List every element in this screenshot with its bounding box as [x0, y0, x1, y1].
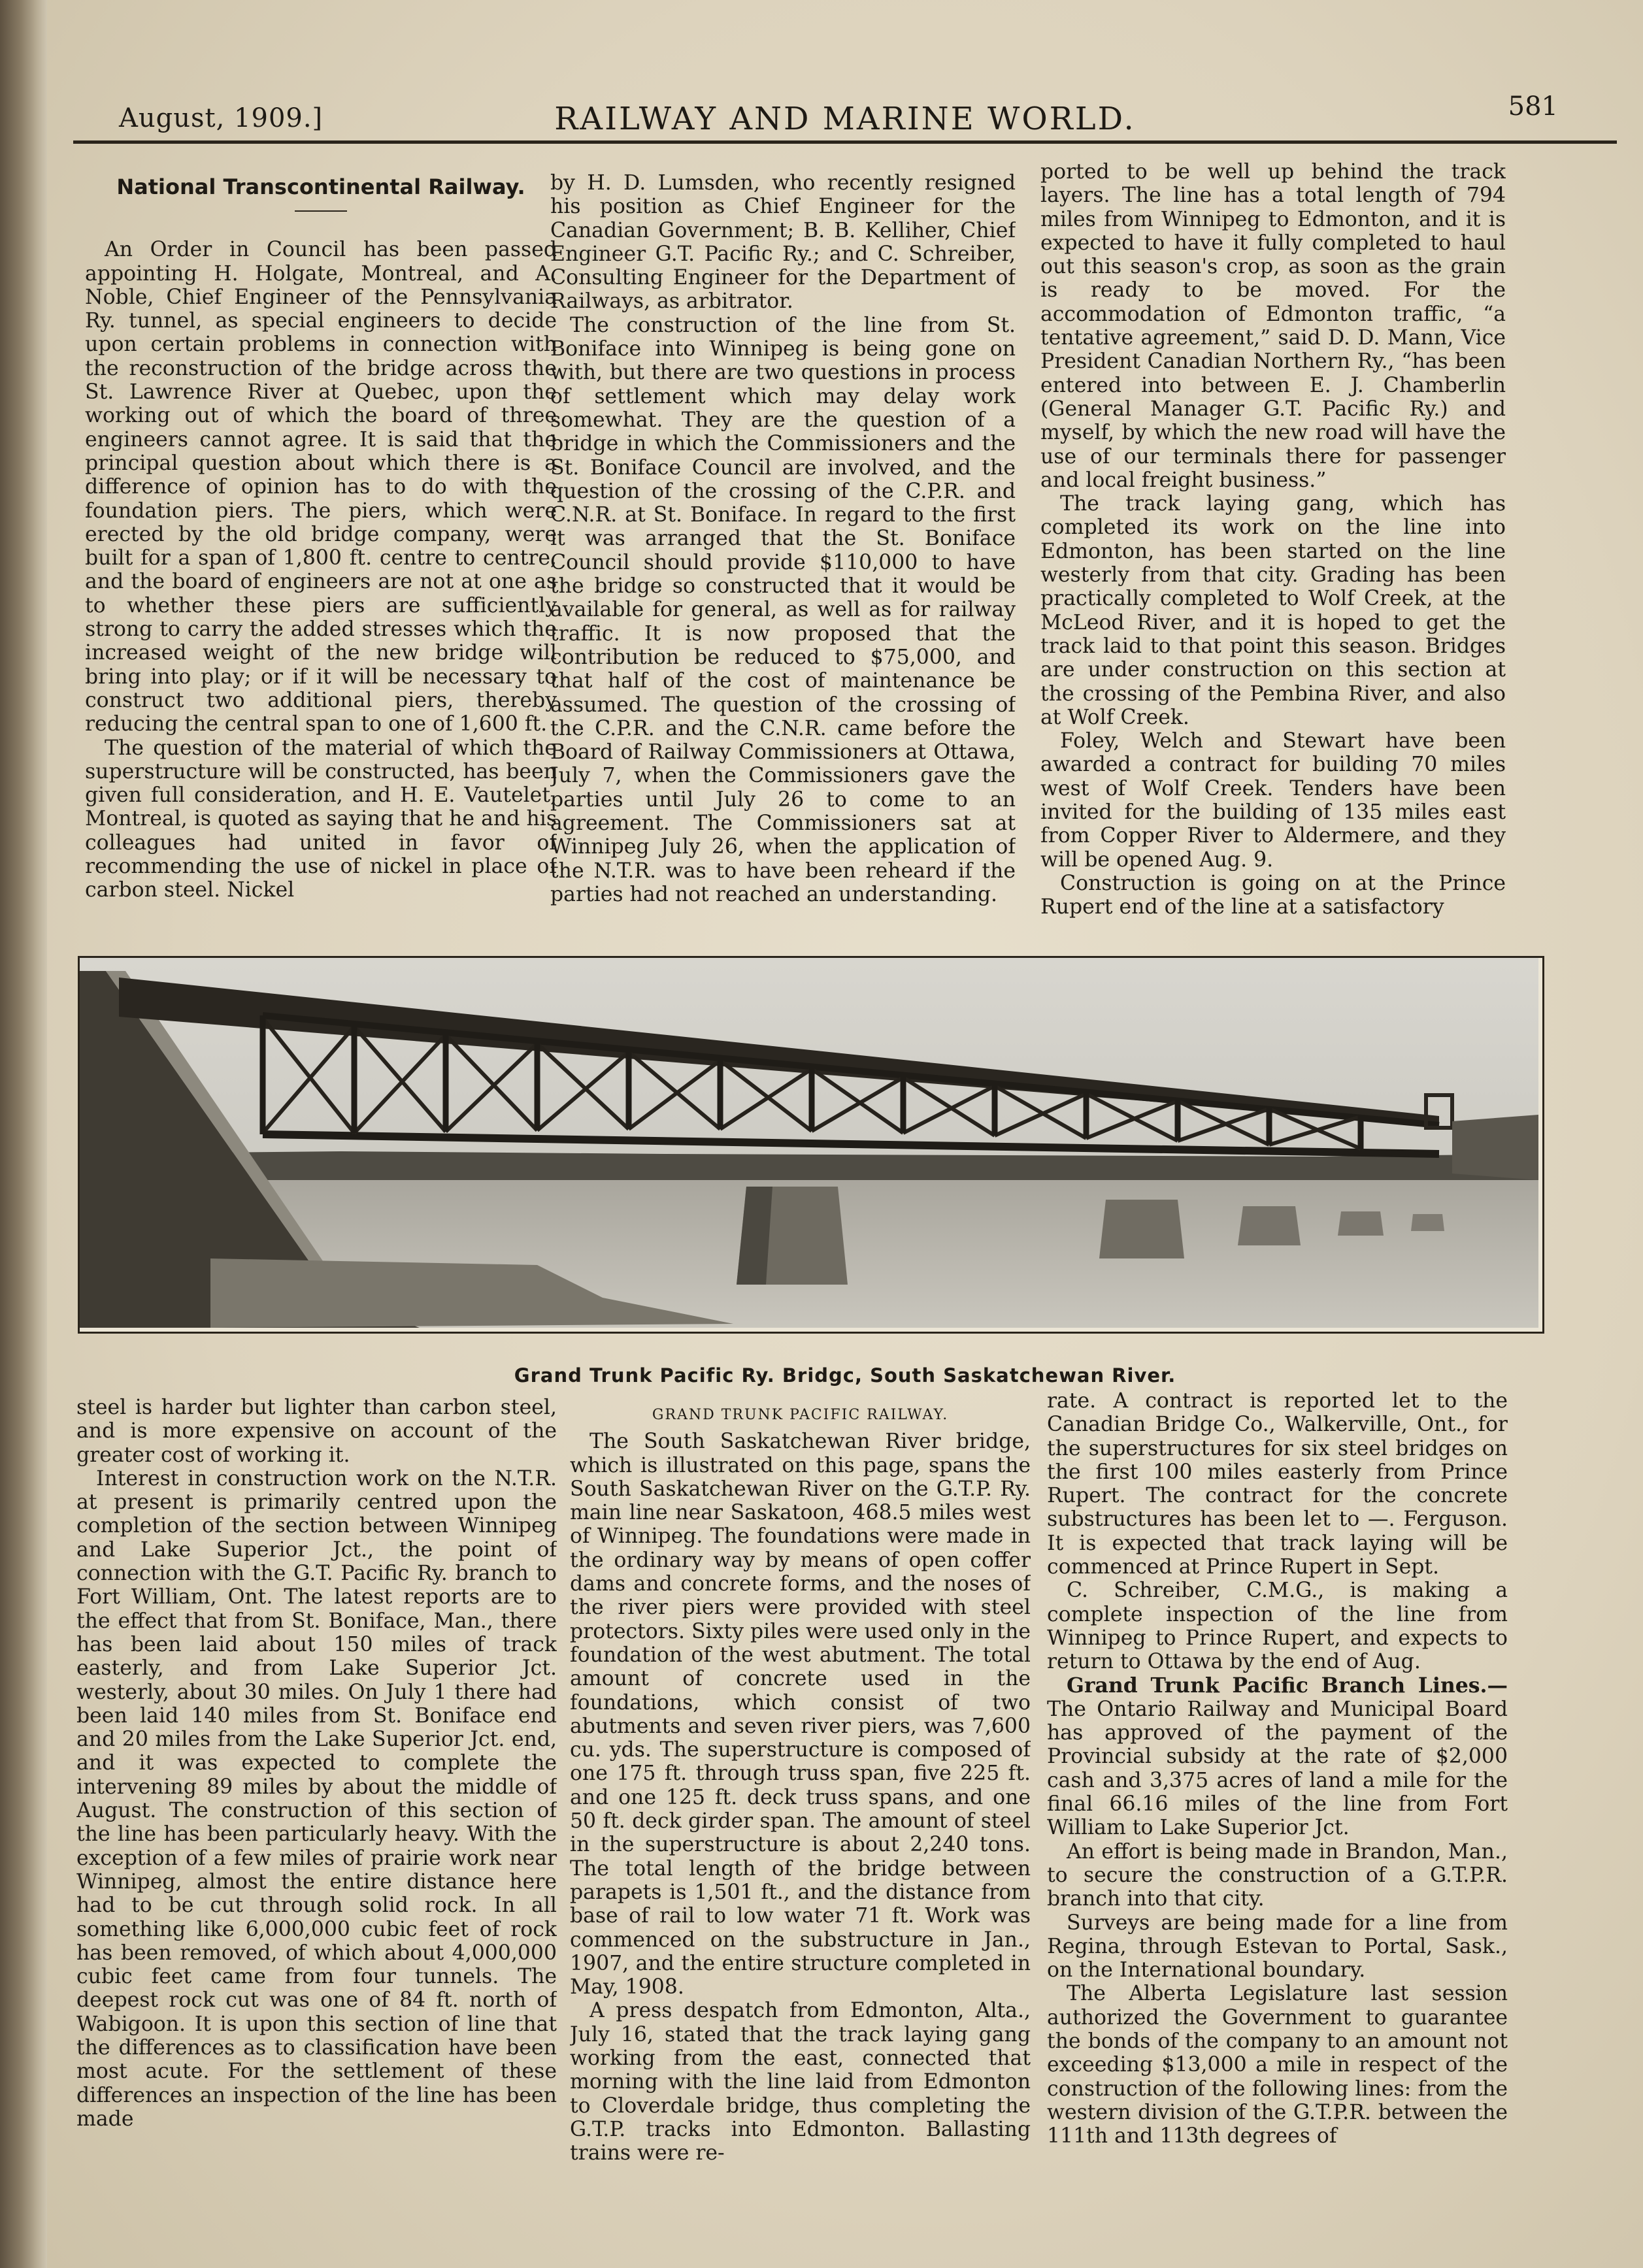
column-3-top: [1040, 160, 1506, 932]
paragraph: steel is harder but lighter than carbon steel, and is more expensive on account of the greater cost of working it.: [76, 1396, 557, 1467]
paragraph: by H. D. Lumsden, who recently resigned his position as Chief Engineer for the Canadian Government; B. B. Kelliher, Chief Engineer G.T. Pacific Ry.; and C. Schreiber, Consulting Engineer for the Department of Railways, as arbitrator.: [550, 171, 1016, 314]
issue-date: August, 1909.]: [119, 103, 324, 133]
paragraph: Surveys are being made for a line from Regina, through Estevan to Portal, Sask., on the International boundary.: [1047, 1911, 1508, 1982]
bridge-illustration: [80, 958, 1538, 1328]
bridge-photograph: [78, 956, 1544, 1334]
subhead-text: The Ontario Railway and Municipal Board has approved of the payment of the Provincial subsidy at the rate of $2,000 cash and 3,375 acres of land a mile for the final 66.16 miles of the line from Fort William to Lake Superior Jct.: [1047, 1697, 1508, 1840]
paragraph: The question of the material of which the superstructure will be constructed, has been given full consideration, and H. E. Vautelet, Montreal, is quoted as saying that he and his colleagues had united in favor of recommending the use of nickel in place of carbon steel. Nickel: [85, 736, 557, 902]
paragraph: [1047, 1674, 1508, 1840]
running-header: [119, 91, 1571, 144]
article-heading: National Transcontinental Railway.: [116, 174, 525, 199]
paragraph: The track laying gang, which has completed its work on the line into Edmonton, has been started on the line westerly from that city. Grading has been practically completed to Wolf Creek, at the McLeod River, and it is hoped to get the track laid to that point this season. Bridges are under construction on this section at the crossing of the Pembina River, and also at Wolf Creek.: [1040, 492, 1506, 729]
paragraph: An Order in Council has been passed appointing H. Holgate, Montreal, and A. Noble, Chief Engineer of the Pennsylvania Ry. tunnel, as special engineers to decide upon certain problems in connection with the reconstruction of the bridge across the St. Lawrence River at Quebec, upon the working out of which the board of three engineers cannot agree. It is said that the principal question about which there is a difference of opinion has to do with the foundation piers. The piers, which were erected by the old bridge company, were built for a span of 1,800 ft. centre to centre, and the board of engineers are not at one as to whether these piers are sufficiently strong to carry the added stresses which the increased weight of the new bridge will bring into play; or if it will be necessary to construct two additional piers, thereby reducing the central span to one of 1,600 ft.: [85, 238, 557, 736]
photo-caption: Grand Trunk Pacific Ry. Bridgc, South Saskatchewan River.: [514, 1364, 1176, 1387]
column-2-top: [550, 171, 1016, 932]
column-3-bottom: [1047, 1389, 1508, 2239]
header-rule: [73, 140, 1617, 144]
subhead: Grand Trunk Pacific Branch Lines.—: [1067, 1673, 1508, 1698]
paragraph: Foley, Welch and Stewart have been awarded a contract for building 70 miles west of Wolf Creek. Tenders have been invited for the building of 135 miles east from Copper River to Aldermere, and they will be opened Aug. 9.: [1040, 729, 1506, 872]
paragraph: rate. A contract is reported let to the Canadian Bridge Co., Walkerville, Ont., for the superstructures for six steel bridges on the first 100 miles easterly from Prince Rupert. The contract for the concrete substructures has been let to —. Ferguson. It is expected that track laying will be commenced at Prince Rupert in Sept.: [1047, 1389, 1508, 1579]
paragraph: Construction is going on at the Prince Rupert end of the line at a satisfactory: [1040, 871, 1506, 919]
heading-rule: [295, 210, 347, 212]
paragraph: ported to be well up behind the track layers. The line has a total length of 794 miles from Winnipeg to Edmonton, and it is expected to have it fully completed to haul out this season's crop, as soon as the grain is ready to be moved. For the accommodation of Edmonton traffic, “a tentative agreement,” said D. D. Mann, Vice President Canadian Northern Ry., “has been entered into between E. J. Chamberlin (General Manager G.T. Pacific Ry.) and myself, by which the new road will have the use of our terminals there for passenger and local freight business.”: [1040, 160, 1506, 492]
book-binding-shadow: [0, 0, 47, 2268]
journal-title: RAILWAY AND MARINE WORLD.: [554, 101, 1136, 137]
paragraph: A press despatch from Edmonton, Alta., July 16, stated that the track laying gang working from the east, connected that morning with the line laid from Edmonton to Cloverdale bridge, thus completing the G.T.P. tracks into Edmonton. Ballasting trains were re-: [570, 1999, 1031, 2165]
paragraph: C. Schreiber, C.M.G., is making a complete inspection of the line from Winnipeg to Prince Rupert, and expects to return to Ottawa by the end of Aug.: [1047, 1579, 1508, 1674]
column-2-bottom: [570, 1404, 1031, 2239]
page-number: 581: [1508, 91, 1558, 122]
paragraph: The Alberta Legislature last session authorized the Government to guarantee the bonds of the company to an amount not exceeding $13,000 a mile in respect of the construction of the following lines: from the western division of the G.T.P.R. between the 111th and 113th degrees of: [1047, 1982, 1508, 2148]
column-1-top: [85, 171, 557, 932]
journal-page: [47, 0, 1643, 2268]
section-heading: GRAND TRUNK PACIFIC RAILWAY.: [652, 1407, 949, 1423]
paragraph: An effort is being made in Brandon, Man., to secure the construction of a G.T.P.R. branch into that city.: [1047, 1839, 1508, 1911]
column-1-bottom: [76, 1396, 557, 2239]
paragraph: The South Saskatchewan River bridge, which is illustrated on this page, spans the South Saskatchewan River on the G.T.P. Ry. main line near Saskatoon, 468.5 miles west of Winnipeg. The foundations were made in the ordinary way by means of open coffer dams and concrete forms, and the noses of the river piers were provided with steel protectors. Sixty piles were used only in the foundation of the west abutment. The total amount of concrete used in the foundations, which consist of two abutments and seven river piers, was 7,600 cu. yds. The superstructure is composed of one 175 ft. through truss span, five 225 ft. and one 125 ft. deck truss spans, and one 50 ft. deck girder span. The amount of steel in the superstructure is about 2,240 tons. The total length of the bridge between parapets is 1,501 ft., and the distance from base of rail to low water 71 ft. Work was commenced on the substructure in Jan., 1907, and the entire structure completed in May, 1908.: [570, 1430, 1031, 1999]
paragraph: Interest in construction work on the N.T.R. at present is primarily centred upon the completion of the section between Winnipeg and Lake Superior Jct., the point of connection with the G.T. Pacific Ry. branch to Fort William, Ont. The latest reports are to the effect that from St. Boniface, Man., there has been laid about 150 miles of track easterly, and from Lake Superior Jct. westerly, about 30 miles. On July 1 there had been laid 140 miles from St. Boniface end and 20 miles from the Lake Superior Jct. end, and it was expected to complete the intervening 89 miles by about the middle of August. The construction of this section of the line has been particularly heavy. With the exception of a few miles of prairie work near Winnipeg, almost the entire distance here had to be cut through solid rock. In all something like 6,000,000 cubic feet of rock has been removed, of which about 4,000,000 cubic feet came from four tunnels. The deepest rock cut was one of 84 ft. north of Wabigoon. It is upon this section of line that the differences as to classification have been most acute. For the settlement of these differences an inspection of the line has been made: [76, 1466, 557, 2131]
paragraph: The construction of the line from St. Boniface into Winnipeg is being gone on with, but there are two questions in process of settlement which may delay work somewhat. They are the question of a bridge in which the Commissioners and the St. Boniface Council are involved, and the question of the crossing of the C.P.R. and C.N.R. at St. Boniface. In regard to the first it was arranged that the St. Boniface Council should provide $110,000 to have the bridge so constructed that it would be available for general, as well as for railway traffic. It is now proposed that the contribution be reduced to $75,000, and that half of the cost of maintenance be assumed. The question of the crossing of the C.P.R. and the C.N.R. came before the Board of Railway Commissioners at Ottawa, July 7, when the Commissioners gave the parties until July 26 to come to an agreement. The Commissioners sat at Winnipeg July 26, when the application of the N.T.R. was to have been reheard if the parties had not reached an understanding.: [550, 313, 1016, 906]
